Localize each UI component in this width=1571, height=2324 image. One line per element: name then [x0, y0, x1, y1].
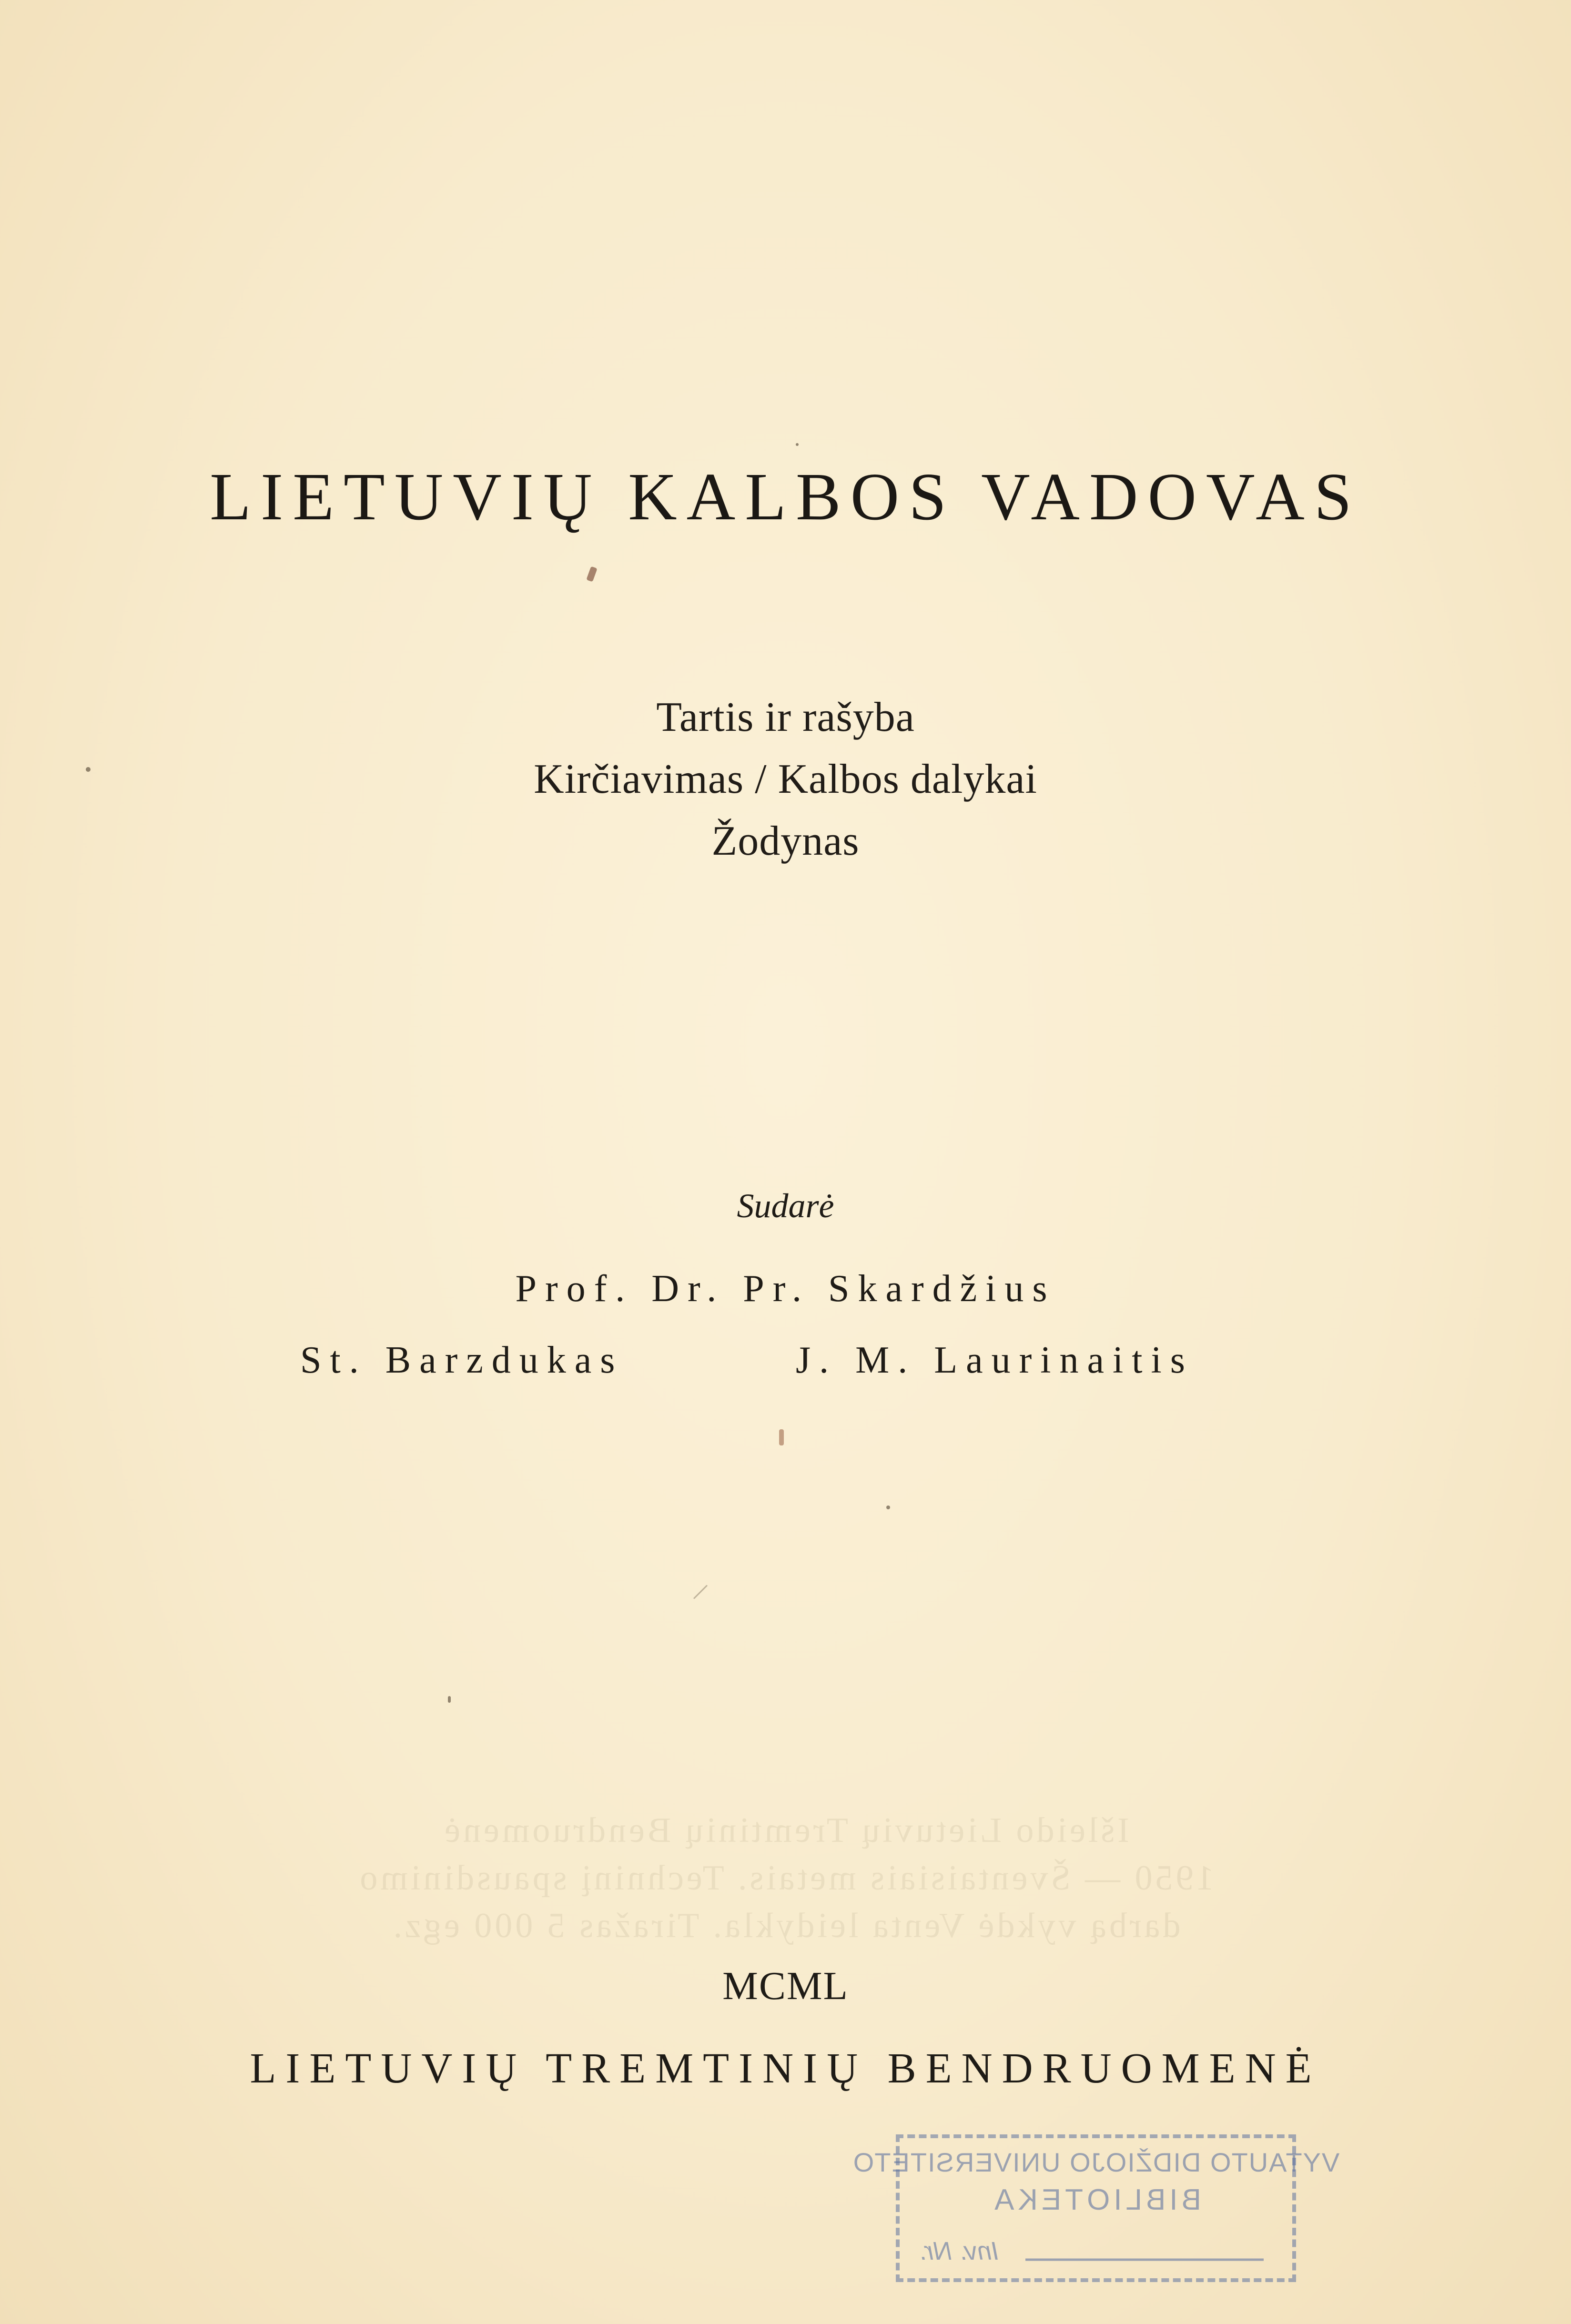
svg-text:Inv. Nr.: Inv. Nr.: [918, 2237, 999, 2265]
ink-speck: [86, 767, 91, 772]
subtitle-line-3: Žodynas: [711, 818, 860, 864]
author-second: St. Barzdukas: [300, 1339, 624, 1381]
bleed-through-text: Išleido Lietuvių Tremtinių Bendruomenė: [442, 1811, 1129, 1850]
subtitle-line-2: Kirčiavimas / Kalbos dalykai: [534, 756, 1037, 802]
publication-year: MCML: [722, 1964, 849, 2008]
ink-speck: [448, 1696, 451, 1703]
svg-text:BIBLIOTEKA: BIBLIOTEKA: [991, 2183, 1201, 2216]
author-lead: Prof. Dr. Pr. Skardžius: [515, 1268, 1056, 1310]
ink-mark: [586, 566, 597, 582]
author-third: J. M. Laurinaitis: [796, 1339, 1194, 1381]
library-stamp-graphic: [852, 2138, 1340, 2278]
paper-scratch: [693, 1585, 708, 1599]
bleed-through-text: darbą vykdė Venta leidykla. Tiražas 5 000 egz.: [390, 1906, 1181, 1945]
publisher-name: LIETUVIŲ TREMTINIŲ BENDRUOMENĖ: [250, 2045, 1321, 2092]
subtitle-line-1: Tartis ir rašyba: [656, 694, 915, 740]
svg-text:VYTAUTO DIDŽIOJO UNIVERSITETO: VYTAUTO DIDŽIOJO UNIVERSITETO: [852, 2147, 1340, 2177]
bleed-through-text: 1950 — Šventaisiais metais. Techninį spausdinimo: [357, 1859, 1214, 1898]
compiled-by-label: Sudarė: [737, 1187, 834, 1225]
ink-speck: [886, 1506, 890, 1509]
ink-mark: [779, 1429, 784, 1445]
book-title: LIETUVIŲ KALBOS VADOVAS: [210, 459, 1361, 534]
ink-speck: [796, 443, 799, 446]
library-stamp: [852, 2134, 1340, 2282]
